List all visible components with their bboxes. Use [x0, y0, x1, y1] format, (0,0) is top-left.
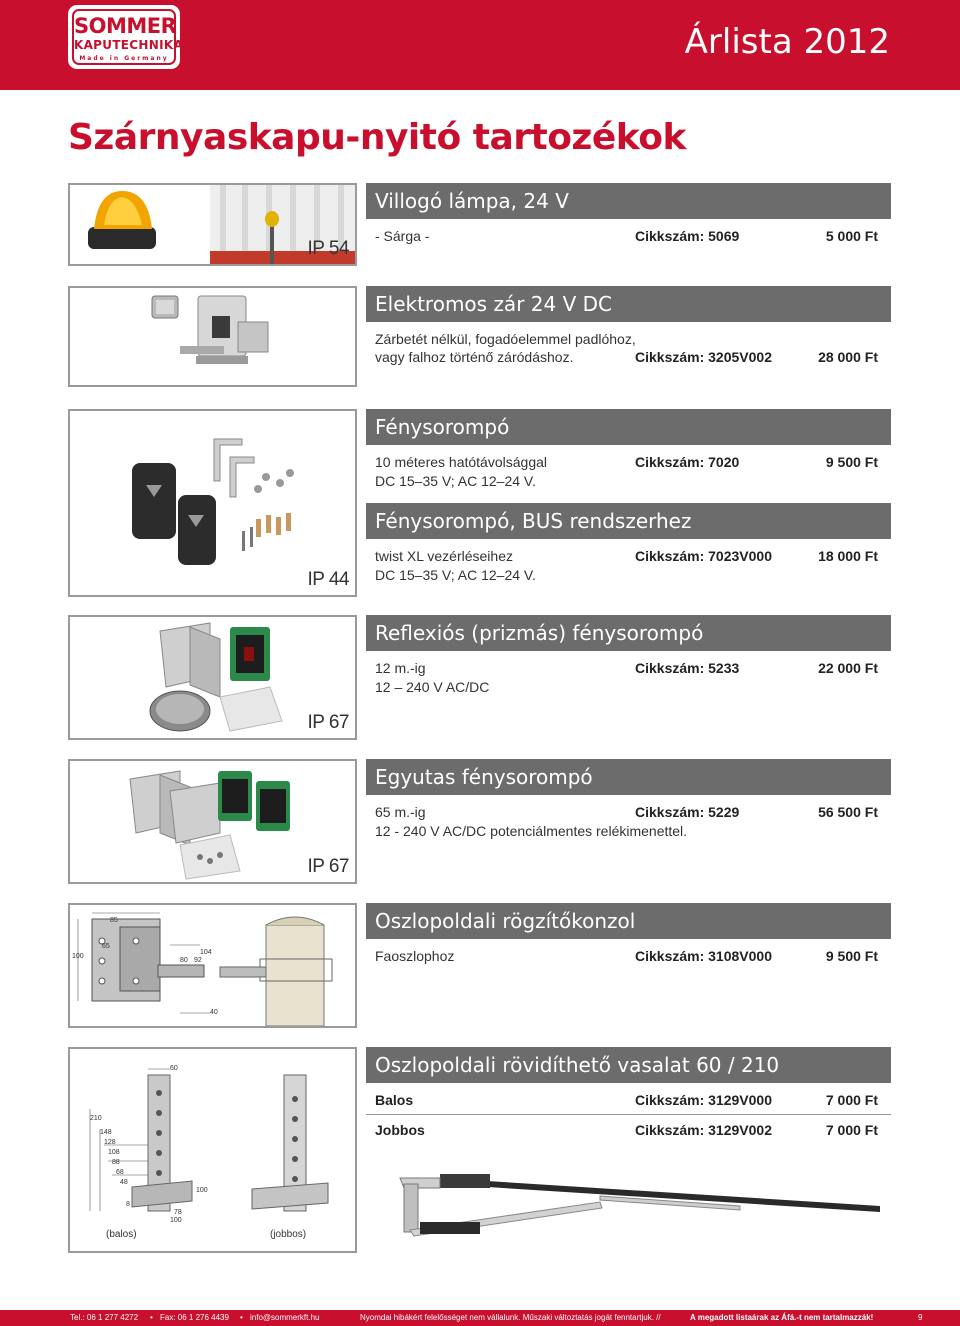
variant-label: Balos: [375, 1092, 414, 1108]
post-fitting-drawing: [68, 1047, 357, 1253]
reflex-photocell-image: [68, 615, 357, 740]
product-title: Reflexiós (prizmás) fénysorompó: [366, 615, 891, 651]
product-code: Cikkszám: 5233: [635, 660, 740, 676]
product-title: Egyutas fénysorompó: [366, 759, 891, 795]
product-code: Cikkszám: 3129V000: [635, 1092, 772, 1108]
product-price: 18 000 Ft: [818, 548, 878, 564]
product-code: Cikkszám: 5069: [635, 228, 740, 244]
footer-fax: Fax: 06 1 276 4439: [160, 1313, 229, 1322]
product-title: Oszlopoldali rövidíthető vasalat 60 / 210: [366, 1047, 891, 1083]
dim-label: 88: [112, 1159, 120, 1166]
footer-notice: Nyomdai hibákért felelősséget nem vállalunk. Műszaki változtatás jogát fenntartjuk. //: [360, 1313, 661, 1322]
dim-label: 104: [200, 949, 212, 956]
dim-label: 40: [210, 1009, 218, 1016]
ip-rating: IP 54: [307, 238, 349, 259]
dim-label: 85: [110, 917, 118, 924]
product-code: Cikkszám: 7020: [635, 454, 740, 470]
logo-made-in: Made in Germany: [79, 55, 169, 62]
dim-label: 108: [108, 1149, 120, 1156]
logo-brand: SOMMER: [74, 14, 177, 38]
product-price: 22 000 Ft: [818, 660, 878, 676]
ip-rating: IP 67: [307, 712, 349, 733]
product-description: 10 méteres hatótávolsággal: [375, 454, 547, 470]
product-description: DC 15–35 V; AC 12–24 V.: [375, 473, 536, 489]
product-description: vagy falhoz történő záródáshoz.: [375, 349, 574, 365]
product-description: - Sárga -: [375, 228, 430, 244]
dim-label: 210: [90, 1115, 102, 1122]
page-number: 9: [918, 1313, 923, 1322]
photocell-image: [68, 409, 357, 597]
dim-label: 100: [196, 1187, 208, 1194]
dim-label: 100: [170, 1217, 182, 1224]
product-code: Cikkszám: 7023V000: [635, 548, 772, 564]
price-list-title: Árlista 2012: [684, 22, 890, 62]
product-description: 12 – 240 V AC/DC: [375, 679, 490, 695]
footer-email[interactable]: info@sommerkft.hu: [250, 1313, 320, 1322]
product-price: 7 000 Ft: [825, 1092, 878, 1108]
product-title: Oszlopoldali rögzítőkonzol: [366, 903, 891, 939]
dim-label: 65: [102, 943, 110, 950]
product-description: 12 m.-ig: [375, 660, 426, 676]
product-title: Villogó lámpa, 24 V: [366, 183, 891, 219]
logo-subtitle: KAPUTECHNIKA: [74, 38, 184, 52]
footer-dot-icon: •: [150, 1313, 153, 1322]
header-bar: [0, 0, 960, 90]
dim-label: 100: [72, 953, 84, 960]
dim-label: 8: [126, 1201, 130, 1208]
product-description: twist XL vezérléseihez: [375, 548, 513, 564]
product-description: 12 - 240 V AC/DC potenciálmentes relékimenettel.: [375, 823, 688, 839]
footer-bar: [0, 1310, 960, 1326]
ip-rating: IP 67: [307, 856, 349, 877]
product-price: 28 000 Ft: [818, 349, 878, 365]
product-code: Cikkszám: 5229: [635, 804, 740, 820]
sommer-logo: [68, 5, 184, 69]
caption-right: (jobbos): [270, 1229, 307, 1240]
footer-dot-icon: •: [240, 1313, 243, 1322]
product-price: 5 000 Ft: [825, 228, 878, 244]
dim-label: 92: [194, 957, 202, 964]
dim-label: 128: [104, 1139, 116, 1146]
page-title: Szárnyaskapu-nyitó tartozékok: [68, 117, 686, 158]
electric-lock-image: [68, 286, 357, 387]
dim-label: 78: [174, 1209, 182, 1216]
footer-vat-note: A megadott listaárak az Áfá.-t nem tartalmazzák!: [690, 1313, 874, 1322]
row-divider: [366, 1114, 891, 1115]
dim-label: 60: [170, 1065, 178, 1072]
dim-label: 148: [100, 1129, 112, 1136]
product-title: Elektromos zár 24 V DC: [366, 286, 891, 322]
product-description: DC 15–35 V; AC 12–24 V.: [375, 567, 536, 583]
product-title: Fénysorompó: [366, 409, 891, 445]
flashing-lamp-image: [68, 183, 357, 266]
dim-label: 48: [120, 1179, 128, 1186]
gate-arm-illustration: [380, 1148, 890, 1248]
caption-left: (balos): [106, 1229, 137, 1240]
product-code: Cikkszám: 3108V000: [635, 948, 772, 964]
product-description: Zárbetét nélkül, fogadóelemmel padlóhoz,: [375, 331, 636, 347]
product-code: Cikkszám: 3205V002: [635, 349, 772, 365]
product-price: 9 500 Ft: [825, 454, 878, 470]
product-description: Faoszlophoz: [375, 948, 455, 964]
dim-label: 80: [180, 957, 188, 964]
dim-label: 68: [116, 1169, 124, 1176]
post-bracket-drawing: [68, 903, 357, 1028]
variant-label: Jobbos: [375, 1122, 425, 1138]
product-code: Cikkszám: 3129V002: [635, 1122, 772, 1138]
footer-phone: Tel.: 06 1 277 4272: [70, 1313, 139, 1322]
product-price: 7 000 Ft: [825, 1122, 878, 1138]
product-title: Fénysorompó, BUS rendszerhez: [366, 503, 891, 539]
product-price: 9 500 Ft: [825, 948, 878, 964]
product-price: 56 500 Ft: [818, 804, 878, 820]
product-description: 65 m.-ig: [375, 804, 426, 820]
one-way-photocell-image: [68, 759, 357, 884]
ip-rating: IP 44: [307, 569, 349, 590]
